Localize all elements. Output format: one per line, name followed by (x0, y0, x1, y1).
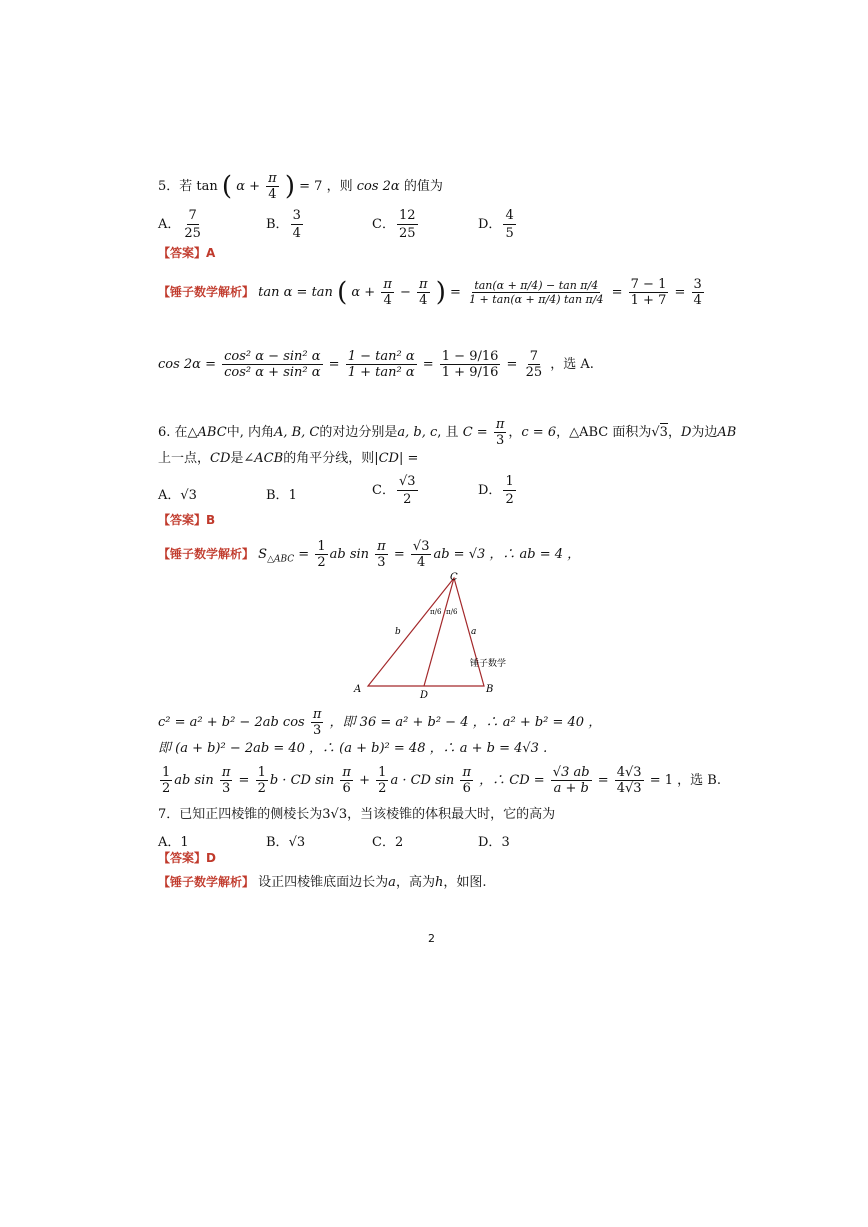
q7-option-c: C．2 (372, 835, 404, 850)
q7-option-d: D．3 (478, 835, 510, 850)
q7-answer: 【答案】D (158, 851, 216, 865)
q7-analysis: 【锤子数学解析】 设正四棱锥底面边长为a，高为h，如图. (158, 875, 487, 890)
q7-option-b: B．√3 (266, 835, 306, 850)
q6-analysis-line1: 【锤子数学解析】 $S_{\triangle ABC}$ = $\frac{1}{2}$ ab sin $\frac{\pi}{3}$ = $\frac{√3}{4}$ ab = √3 ，∴ ab = 4 ， (158, 539, 581, 570)
q6-analysis-line4: $\frac{1}{2}$ ab sin $\frac{\pi}{3}$ = $\frac{1}{2}$ b · CD sin $\frac{\pi}{6}$ + $\frac{1}{2}$ a · CD sin $\frac{\pi}{6}$ ，∴ CD = $\frac{√3 ab}{a + b}$ = $\frac{4√3}{4√3}$ = 1 ，选 B. (162, 765, 721, 796)
triangle-abc (368, 578, 484, 686)
q5-eq: = 7 ，则 (299, 179, 353, 194)
analysis-tag: 【锤子数学解析】 (158, 547, 255, 561)
q6-stem-line2: 上一点，CD是∠ACB的角平分线，则|CD| = (158, 451, 419, 466)
q6-option-d: D． $\frac{1}{2}$ (478, 474, 514, 507)
side-a-label: a (471, 627, 477, 637)
label-d: D (420, 690, 429, 700)
angle-right-label: π/6 (446, 608, 458, 616)
q5-option-a: A． $\frac{7}{25}$ (158, 208, 201, 241)
q6-option-c: C． $\frac{√3}{2}$ (372, 474, 416, 507)
triangle-figure (350, 568, 510, 700)
q5-analysis-line1: 【锤子数学解析】 tan α = tan ( α + $\frac{\pi}{4}$ − $\frac{\pi}{4}$ ) = $\frac{\text{tan(α + π/4) − tan π/4}}{\text{1 + tan(α + π/4) tan π/4}}$ = $\frac{7 - 1}{1 + 7}$ = $\frac{3}{4}$ (158, 277, 702, 308)
q5-option-d: D． $\frac{4}{5}$ (478, 208, 514, 241)
q5-suffix: 的值为 (403, 179, 443, 194)
side-b-label: b (395, 627, 401, 637)
q5-stem (158, 172, 443, 201)
q5-option-b: B． $\frac{3}{4}$ (266, 208, 301, 241)
label-c: C (450, 572, 458, 583)
bisector-cd (424, 578, 454, 686)
analysis-tag: 【锤子数学解析】 (158, 875, 255, 889)
q6-analysis-line2: c² = a² + b² − 2ab cos $\frac{\pi}{3}$ ，即 36 = a² + b² − 4 ，∴ a² + b² = 40 ， (158, 707, 602, 738)
label-b: B (486, 684, 494, 695)
q6-option-b: B．1 (266, 488, 297, 503)
analysis-tag: 【锤子数学解析】 (158, 285, 255, 299)
label-a: A (354, 684, 362, 695)
q5-analysis-line2: cos 2α = $\frac{\text{cos² α − sin² α}}{\text{cos² α + sin² α}}$ = $\frac{\text{1 − tan² α}}{\text{1 + tan² α}}$ = $\frac{1 - 9/16}{1 + 9/16}$ = $\frac{7}{25}$ ，选 A. (158, 349, 594, 380)
q6-analysis-line3: 即 (a + b)² − 2ab = 40 ，∴ (a + b)² = 48 ，∴ a + b = 4√3 . (158, 741, 548, 756)
q5-answer: 【答案】A (158, 246, 216, 260)
q6-answer: 【答案】B (158, 513, 216, 527)
q7-stem: 7．已知正四棱锥的侧棱长为3√3，当该棱锥的体积最大时，它的高为 (158, 807, 556, 822)
paren-open: ( (221, 171, 233, 202)
paren-close: ) (284, 171, 296, 202)
page-number: 2 (428, 932, 435, 945)
q5-tan: tan (196, 179, 218, 194)
q5-option-c: C． $\frac{12}{25}$ (372, 208, 416, 241)
q5-stem-prefix: 5．若 (158, 179, 193, 194)
q5-cos: cos 2α (356, 179, 400, 194)
q7-option-a: A．1 (158, 835, 189, 850)
angle-left-label: π/6 (430, 608, 442, 616)
q6-option-a: A．√3 (158, 488, 197, 503)
q5-alpha-plus: α + (236, 179, 261, 194)
q6-stem-line1: 6. 在△ABC中, 内角A, B, C的对边分别是a, b, c, 且 C = $\frac{\pi}{3}$ ，c = 6，△ABC 面积为√3，D为边AB (158, 417, 737, 448)
q5-pi-over-4: $\frac{\pi}{4}$ (268, 171, 277, 202)
watermark-text: 锤子数学 (470, 659, 507, 669)
